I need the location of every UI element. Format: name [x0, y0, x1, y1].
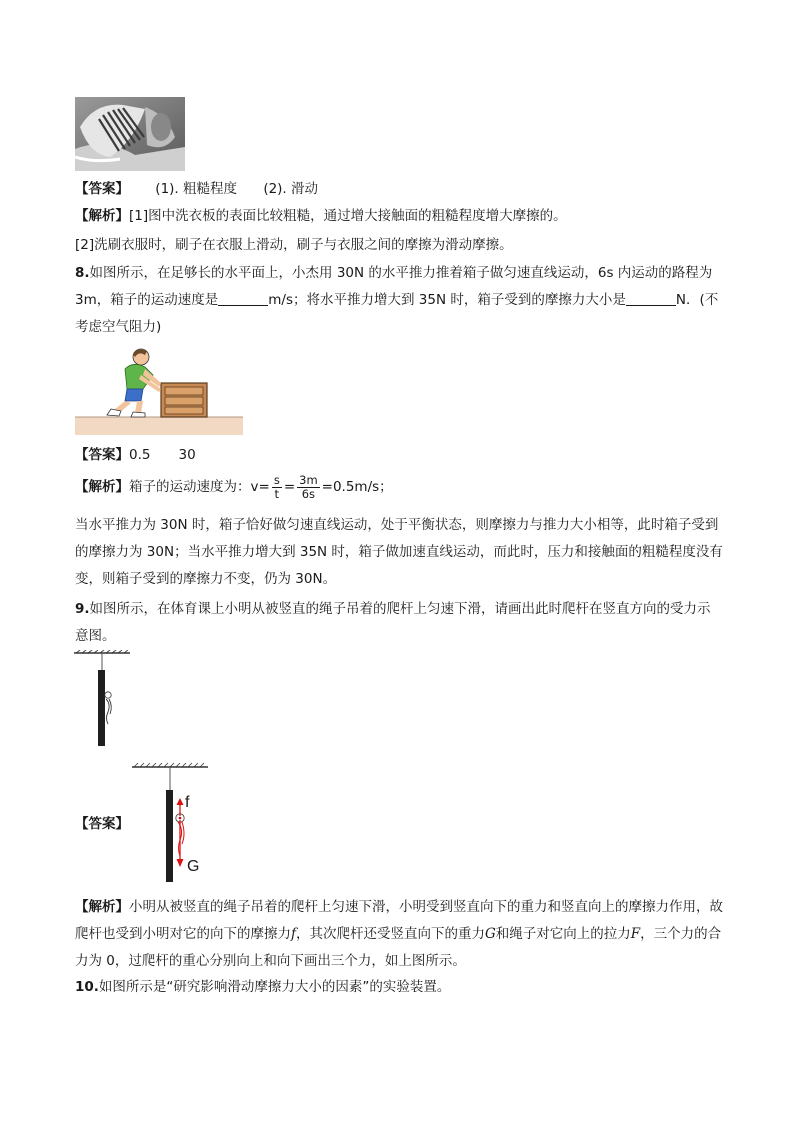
numerator: 3m [299, 472, 318, 487]
q8-analysis-paragraph: 当水平推力为 30N 时，箱子恰好做匀速直线运动，处于平衡状态，则摩擦力与推力大小相等，此时箱子受到的摩擦力为 30N；当水平推力增大到 35N 时，箱子做加速直线运动，而此时，压力和接触面的粗糙程度没有变，则箱子受到的摩擦力不变，仍为 30N。 [75, 517, 723, 587]
fraction-3m-over-6s [297, 474, 320, 501]
question-number: 10. [75, 979, 99, 995]
analysis-tag: 【解析】 [75, 208, 129, 224]
question-text: 如图所示，在足够长的水平面上，小杰用 30N 的水平推力推着箱子做匀速直线运动，6s 内运动的路程为 [89, 265, 713, 281]
analysis-tag: 【解析】 [75, 479, 129, 495]
answer-tag: 【答案】 [75, 447, 129, 463]
question-text: 如图所示，在体育课上小明从被竖直的绳子吊着的爬杆上匀速下滑，请画出此时爬杆在竖直方向的受力示意图。 [75, 601, 711, 644]
answer-tag: 【答案】 [75, 816, 129, 832]
answer-1: (1). 粗糙程度 [155, 181, 238, 197]
analysis-text: 和绳子对它向上的拉力 [495, 926, 631, 942]
washboard-photo [75, 97, 185, 171]
climbing-pole-figure [72, 650, 132, 750]
denominator: 6s [301, 486, 316, 501]
symbol-f: f [291, 926, 296, 942]
analysis-tag: 【解析】 [75, 899, 129, 915]
boy-pushing-box-figure [75, 345, 243, 435]
q9-analysis [75, 894, 723, 975]
q8-answer [75, 445, 196, 465]
answer-1: 0.5 [129, 447, 151, 463]
formula-result: =0.5m/s； [321, 479, 393, 495]
force-diagram [130, 760, 210, 884]
answer-blank[interactable] [218, 291, 268, 306]
analysis-text: ，其次爬杆还受竖直向下的重力 [296, 926, 485, 942]
question-number: 8. [75, 265, 90, 281]
equals-sign: = [283, 479, 296, 495]
formula-text: 箱子的运动速度为：v= [129, 479, 270, 495]
question-text: 3m，箱子的运动速度是 [75, 292, 219, 308]
q9-question [75, 596, 723, 650]
analysis-text: 小明从被竖直的绳子吊着的爬杆上匀速下滑，小明受到竖直向下的重力和竖直向上的摩擦力作用，故爬杆也受到小明对它的向下的摩擦力 [75, 899, 723, 942]
question-text: 如图所示是“研究影响滑动摩擦力大小的因素”的实验装置。 [98, 979, 451, 995]
answer-2: 30 [178, 447, 196, 463]
answer-tag: 【答案】 [75, 181, 129, 197]
symbol-capital-f: F [630, 926, 641, 942]
denominator: t [274, 486, 280, 501]
q7-analysis-line-2: [2]洗刷衣服时，刷子在衣服上滑动，刷子与衣服之间的摩擦为滑动摩擦。 [75, 237, 513, 253]
numerator: s [273, 472, 280, 487]
analysis-text: ，三个力的合力为 0，过爬杆的重心分别向上和向下画出三个力，如上图所示。 [75, 926, 722, 969]
q10-question [75, 977, 450, 997]
force-label-f: f [185, 794, 190, 811]
q9-answer-tag-line [75, 814, 129, 834]
q7-answer [75, 179, 318, 199]
q7-analysis-line-1 [75, 206, 567, 226]
question-number: 9. [75, 601, 90, 617]
q8-question-line-3: 考虑空气阻力) [75, 319, 162, 335]
analysis-text: [1]图中洗衣板的表面比较粗糙，通过增大接触面的粗糙程度增大摩擦的。 [129, 208, 567, 224]
symbol-g: G [485, 926, 496, 942]
answer-2: (2). 滑动 [263, 181, 319, 197]
q8-question-line-1 [75, 263, 712, 283]
question-text: N．(不 [675, 292, 719, 308]
question-text: m/s；将水平推力增大到 35N 时，箱子受到的摩擦力大小是 [268, 292, 626, 308]
q8-analysis-formula [75, 472, 393, 502]
fraction-s-over-t [272, 474, 282, 501]
q8-question-line-2 [75, 290, 718, 310]
answer-blank[interactable] [626, 291, 676, 306]
force-label-g: G [187, 858, 200, 875]
